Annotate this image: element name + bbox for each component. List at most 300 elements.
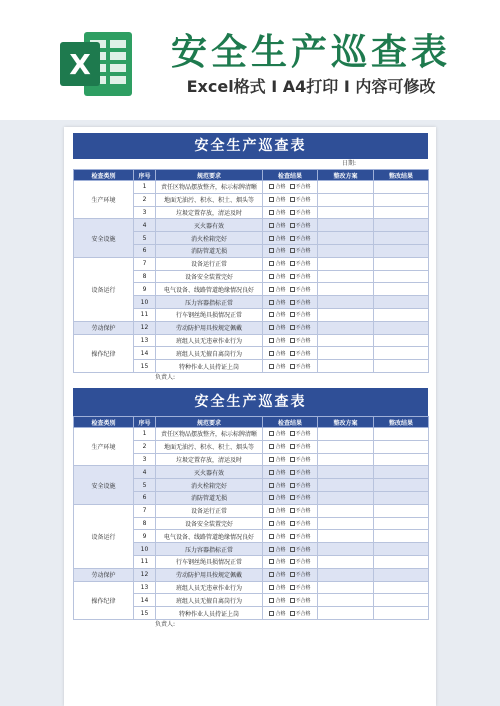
category-cell: 劳动保护 <box>74 568 134 581</box>
requirement-cell: 设备安全装置完好 <box>156 270 263 283</box>
pass-checkbox[interactable] <box>269 457 285 463</box>
item-number: 13 <box>134 334 156 347</box>
inspection-table <box>73 416 429 620</box>
item-number: 15 <box>134 360 156 373</box>
fail-checkbox[interactable] <box>290 547 311 553</box>
rectification-plan-cell[interactable] <box>318 283 374 296</box>
fail-checkbox[interactable] <box>290 351 311 357</box>
svg-text:X: X <box>69 48 91 81</box>
requirement-cell: 班组人员无擅自离岗行为 <box>156 594 263 607</box>
category-cell: 安全设施 <box>74 219 134 257</box>
inspection-sheet-1 <box>73 133 428 383</box>
checkbox-label: 合格 <box>275 469 286 476</box>
inspection-table <box>73 169 429 373</box>
rectification-result-cell[interactable] <box>374 321 429 334</box>
result-cell <box>263 479 318 492</box>
result-cell <box>263 206 318 219</box>
result-cell <box>263 257 318 270</box>
rectification-plan-cell[interactable] <box>318 334 374 347</box>
checkbox-icon <box>269 521 274 526</box>
rectification-result-cell[interactable] <box>374 360 429 373</box>
pass-checkbox[interactable] <box>269 300 285 306</box>
checkbox-label: 不合格 <box>295 197 311 204</box>
rectification-result-cell[interactable] <box>374 308 429 321</box>
result-cell <box>263 181 318 194</box>
rectification-plan-cell[interactable] <box>318 466 374 479</box>
rectification-plan-cell[interactable] <box>318 308 374 321</box>
table-row <box>74 428 429 441</box>
item-number: 15 <box>134 607 156 620</box>
fail-checkbox[interactable] <box>290 444 311 450</box>
rectification-plan-cell[interactable] <box>318 440 374 453</box>
pass-checkbox[interactable] <box>269 364 285 370</box>
table-row <box>74 568 429 581</box>
fail-checkbox[interactable] <box>290 261 311 267</box>
rectification-plan-cell[interactable] <box>318 568 374 581</box>
rectification-result-cell[interactable] <box>374 607 429 620</box>
rectification-plan-cell[interactable] <box>318 206 374 219</box>
checkbox-icon <box>290 470 295 475</box>
table-row <box>74 504 429 517</box>
table-row <box>74 257 429 270</box>
fail-checkbox[interactable] <box>290 274 311 280</box>
excel-logo-icon <box>56 28 136 100</box>
item-number: 3 <box>134 453 156 466</box>
column-header: 序号 <box>134 417 156 428</box>
date-label: 日期: <box>341 160 356 167</box>
rectification-result-cell[interactable] <box>374 504 429 517</box>
rectification-plan-cell[interactable] <box>318 296 374 309</box>
pass-checkbox[interactable] <box>269 585 285 591</box>
pass-checkbox[interactable] <box>269 210 285 216</box>
pass-checkbox[interactable] <box>269 274 285 280</box>
rectification-result-cell[interactable] <box>374 257 429 270</box>
pass-checkbox[interactable] <box>269 184 285 190</box>
checkbox-icon <box>269 444 274 449</box>
pass-checkbox[interactable] <box>269 287 285 293</box>
checkbox-icon <box>269 483 274 488</box>
fail-checkbox[interactable] <box>290 572 311 578</box>
pass-checkbox[interactable] <box>269 495 285 501</box>
rectification-result-cell[interactable] <box>374 466 429 479</box>
requirement-cell: 消火栓箱完好 <box>156 232 263 245</box>
pass-checkbox[interactable] <box>269 431 285 437</box>
pass-checkbox[interactable] <box>269 508 285 514</box>
requirement-cell: 消火栓箱完好 <box>156 479 263 492</box>
pass-checkbox[interactable] <box>269 483 285 489</box>
pass-checkbox[interactable] <box>269 547 285 553</box>
checkbox-icon <box>290 274 295 279</box>
checkbox-label: 不合格 <box>295 444 311 451</box>
rectification-result-cell[interactable] <box>374 479 429 492</box>
requirement-cell: 班组人员无违章作业行为 <box>156 581 263 594</box>
rectification-result-cell[interactable] <box>374 296 429 309</box>
fail-checkbox[interactable] <box>290 210 311 216</box>
table-row <box>74 466 429 479</box>
result-cell <box>263 360 318 373</box>
checkbox-label: 不合格 <box>295 508 311 515</box>
checkbox-label: 合格 <box>275 299 286 306</box>
item-number: 4 <box>134 466 156 479</box>
pass-checkbox[interactable] <box>269 521 285 527</box>
requirement-cell: 地面无油污、积水、积土、烟头等 <box>156 193 263 206</box>
checkbox-icon <box>269 457 274 462</box>
checkbox-icon <box>269 223 274 228</box>
checkbox-icon <box>290 534 295 539</box>
result-cell <box>263 555 318 568</box>
checkbox-label: 合格 <box>275 508 286 515</box>
checkbox-icon <box>269 261 274 266</box>
requirement-cell: 电气设备、线路管道绝缘情况良好 <box>156 283 263 296</box>
requirement-cell: 消防管道无损 <box>156 244 263 257</box>
checkbox-icon <box>269 338 274 343</box>
checkbox-label: 不合格 <box>295 337 311 344</box>
item-number: 1 <box>134 428 156 441</box>
column-header: 整改结果 <box>374 170 429 181</box>
pass-checkbox[interactable] <box>269 611 285 617</box>
checkbox-label: 合格 <box>275 222 286 229</box>
checkbox-label: 不合格 <box>295 520 311 527</box>
rectification-plan-cell[interactable] <box>318 491 374 504</box>
pass-checkbox[interactable] <box>269 261 285 267</box>
pass-checkbox[interactable] <box>269 534 285 540</box>
result-cell <box>263 347 318 360</box>
checkbox-label: 合格 <box>275 325 286 332</box>
fail-checkbox[interactable] <box>290 457 311 463</box>
signer-label: 负责人: <box>155 373 176 381</box>
item-number: 9 <box>134 530 156 543</box>
fail-checkbox[interactable] <box>290 508 311 514</box>
checkbox-icon <box>290 236 295 241</box>
checkbox-label: 合格 <box>275 572 286 579</box>
signer-label: 负责人: <box>155 620 176 628</box>
pass-checkbox[interactable] <box>269 248 285 254</box>
checkbox-icon <box>290 351 295 356</box>
item-number: 3 <box>134 206 156 219</box>
table-row <box>74 581 429 594</box>
requirement-cell: 压力容器指标正常 <box>156 296 263 309</box>
rectification-plan-cell[interactable] <box>318 479 374 492</box>
rectification-result-cell[interactable] <box>374 181 429 194</box>
checkbox-label: 不合格 <box>295 222 311 229</box>
item-number: 10 <box>134 543 156 556</box>
fail-checkbox[interactable] <box>290 521 311 527</box>
rectification-plan-cell[interactable] <box>318 347 374 360</box>
requirement-cell: 垃圾定置存放，清运及时 <box>156 206 263 219</box>
checkbox-icon <box>269 364 274 369</box>
checkbox-icon <box>290 457 295 462</box>
rectification-result-cell[interactable] <box>374 581 429 594</box>
checkbox-icon <box>290 197 295 202</box>
checkbox-icon <box>290 184 295 189</box>
fail-checkbox[interactable] <box>290 197 311 203</box>
checkbox-label: 不合格 <box>295 572 311 579</box>
rectification-plan-cell[interactable] <box>318 219 374 232</box>
checkbox-icon <box>290 287 295 292</box>
fail-checkbox[interactable] <box>290 236 311 242</box>
requirement-cell: 行车钢丝绳具损情况正常 <box>156 555 263 568</box>
item-number: 9 <box>134 283 156 296</box>
fail-checkbox[interactable] <box>290 483 311 489</box>
result-cell <box>263 440 318 453</box>
category-cell: 操作纪律 <box>74 334 134 372</box>
fail-checkbox[interactable] <box>290 338 311 344</box>
checkbox-label: 不合格 <box>295 533 311 540</box>
fail-checkbox[interactable] <box>290 223 311 229</box>
rectification-plan-cell[interactable] <box>318 232 374 245</box>
rectification-plan-cell[interactable] <box>318 555 374 568</box>
checkbox-icon <box>290 325 295 330</box>
rectification-plan-cell[interactable] <box>318 270 374 283</box>
rectification-result-cell[interactable] <box>374 440 429 453</box>
checkbox-label: 不合格 <box>295 597 311 604</box>
checkbox-label: 合格 <box>275 235 286 242</box>
rectification-plan-cell[interactable] <box>318 543 374 556</box>
result-cell <box>263 270 318 283</box>
item-number: 6 <box>134 244 156 257</box>
rectification-result-cell[interactable] <box>374 219 429 232</box>
checkbox-icon <box>269 585 274 590</box>
table-row <box>74 181 429 194</box>
requirement-cell: 班组人员无违章作业行为 <box>156 334 263 347</box>
checkbox-icon <box>269 236 274 241</box>
fail-checkbox[interactable] <box>290 364 311 370</box>
rectification-plan-cell[interactable] <box>318 360 374 373</box>
checkbox-icon <box>269 210 274 215</box>
rectification-result-cell[interactable] <box>374 347 429 360</box>
checkbox-label: 合格 <box>275 209 286 216</box>
rectification-result-cell[interactable] <box>374 244 429 257</box>
rectification-result-cell[interactable] <box>374 428 429 441</box>
table-row <box>74 334 429 347</box>
checkbox-label: 不合格 <box>295 248 311 255</box>
rectification-result-cell[interactable] <box>374 453 429 466</box>
checkbox-label: 不合格 <box>295 584 311 591</box>
checkbox-icon <box>290 521 295 526</box>
result-cell <box>263 504 318 517</box>
checkbox-label: 不合格 <box>295 312 311 319</box>
pass-checkbox[interactable] <box>269 325 285 331</box>
fail-checkbox[interactable] <box>290 300 311 306</box>
checkbox-label: 合格 <box>275 312 286 319</box>
rectification-plan-cell[interactable] <box>318 244 374 257</box>
rectification-result-cell[interactable] <box>374 491 429 504</box>
checkbox-icon <box>290 585 295 590</box>
checkbox-label: 不合格 <box>295 273 311 280</box>
category-cell: 生产环境 <box>74 428 134 466</box>
rectification-plan-cell[interactable] <box>318 530 374 543</box>
checkbox-label: 合格 <box>275 482 286 489</box>
rectification-plan-cell[interactable] <box>318 193 374 206</box>
pass-checkbox[interactable] <box>269 312 285 318</box>
requirement-cell: 地面无油污、积水、积土、烟头等 <box>156 440 263 453</box>
requirement-cell: 特种作业人员持证上岗 <box>156 607 263 620</box>
checkbox-icon <box>290 483 295 488</box>
column-header: 整改方案 <box>318 417 374 428</box>
item-number: 11 <box>134 555 156 568</box>
rectification-result-cell[interactable] <box>374 283 429 296</box>
rectification-plan-cell[interactable] <box>318 321 374 334</box>
pass-checkbox[interactable] <box>269 351 285 357</box>
checkbox-icon <box>269 312 274 317</box>
result-cell <box>263 491 318 504</box>
requirement-cell: 劳动防护用具按规定佩戴 <box>156 568 263 581</box>
fail-checkbox[interactable] <box>290 431 311 437</box>
result-cell <box>263 308 318 321</box>
fail-checkbox[interactable] <box>290 559 311 565</box>
result-cell <box>263 296 318 309</box>
checkbox-icon <box>269 287 274 292</box>
item-number: 14 <box>134 347 156 360</box>
rectification-result-cell[interactable] <box>374 232 429 245</box>
fail-checkbox[interactable] <box>290 184 311 190</box>
rectification-plan-cell[interactable] <box>318 428 374 441</box>
pass-checkbox[interactable] <box>269 338 285 344</box>
rectification-result-cell[interactable] <box>374 206 429 219</box>
checkbox-icon <box>269 534 274 539</box>
rectification-result-cell[interactable] <box>374 530 429 543</box>
result-cell <box>263 594 318 607</box>
rectification-result-cell[interactable] <box>374 543 429 556</box>
category-cell: 设备运行 <box>74 257 134 321</box>
checkbox-icon <box>290 547 295 552</box>
fail-checkbox[interactable] <box>290 325 311 331</box>
fail-checkbox[interactable] <box>290 287 311 293</box>
sheet-title: 安全生产巡查表 <box>73 133 428 159</box>
result-cell <box>263 219 318 232</box>
rectification-plan-cell[interactable] <box>318 594 374 607</box>
checkbox-label: 不合格 <box>295 286 311 293</box>
pass-checkbox[interactable] <box>269 598 285 604</box>
checkbox-label: 合格 <box>275 597 286 604</box>
checkbox-label: 合格 <box>275 520 286 527</box>
column-header: 检查类别 <box>74 417 134 428</box>
item-number: 6 <box>134 491 156 504</box>
checkbox-icon <box>290 300 295 305</box>
rectification-plan-cell[interactable] <box>318 581 374 594</box>
item-number: 13 <box>134 581 156 594</box>
checkbox-label: 不合格 <box>295 610 311 617</box>
fail-checkbox[interactable] <box>290 312 311 318</box>
result-cell <box>263 581 318 594</box>
rectification-result-cell[interactable] <box>374 594 429 607</box>
fail-checkbox[interactable] <box>290 598 311 604</box>
result-cell <box>263 321 318 334</box>
rectification-plan-cell[interactable] <box>318 517 374 530</box>
rectification-plan-cell[interactable] <box>318 257 374 270</box>
rectification-result-cell[interactable] <box>374 555 429 568</box>
pass-checkbox[interactable] <box>269 223 285 229</box>
pass-checkbox[interactable] <box>269 470 285 476</box>
result-cell <box>263 232 318 245</box>
checkbox-label: 合格 <box>275 350 286 357</box>
checkbox-icon <box>290 261 295 266</box>
column-header: 规范要求 <box>156 170 263 181</box>
checkbox-label: 不合格 <box>295 363 311 370</box>
checkbox-icon <box>269 248 274 253</box>
rectification-plan-cell[interactable] <box>318 504 374 517</box>
column-header: 规范要求 <box>156 417 263 428</box>
requirement-cell: 压力容器指标正常 <box>156 543 263 556</box>
fail-checkbox[interactable] <box>290 611 311 617</box>
rectification-plan-cell[interactable] <box>318 453 374 466</box>
table-row <box>74 321 429 334</box>
checkbox-icon <box>290 611 295 616</box>
fail-checkbox[interactable] <box>290 248 311 254</box>
checkbox-label: 合格 <box>275 444 286 451</box>
requirement-cell: 灭火器有效 <box>156 466 263 479</box>
result-cell <box>263 543 318 556</box>
checkbox-label: 合格 <box>275 495 286 502</box>
item-number: 7 <box>134 504 156 517</box>
banner-title: 安全生产巡查表 <box>170 32 451 73</box>
fail-checkbox[interactable] <box>290 495 311 501</box>
pass-checkbox[interactable] <box>269 444 285 450</box>
requirement-cell: 电气设备、线路管道绝缘情况良好 <box>156 530 263 543</box>
checkbox-label: 合格 <box>275 248 286 255</box>
result-cell <box>263 530 318 543</box>
checkbox-icon <box>290 364 295 369</box>
checkbox-label: 合格 <box>275 559 286 566</box>
item-number: 2 <box>134 193 156 206</box>
rectification-plan-cell[interactable] <box>318 607 374 620</box>
item-number: 14 <box>134 594 156 607</box>
checkbox-label: 合格 <box>275 286 286 293</box>
checkbox-label: 不合格 <box>295 546 311 553</box>
checkbox-icon <box>290 431 295 436</box>
requirement-cell: 设备运行正常 <box>156 257 263 270</box>
checkbox-icon <box>269 572 274 577</box>
item-number: 8 <box>134 270 156 283</box>
rectification-plan-cell[interactable] <box>318 181 374 194</box>
pass-checkbox[interactable] <box>269 236 285 242</box>
column-header: 检查类别 <box>74 170 134 181</box>
rectification-result-cell[interactable] <box>374 517 429 530</box>
checkbox-label: 不合格 <box>295 261 311 268</box>
pass-checkbox[interactable] <box>269 572 285 578</box>
rectification-result-cell[interactable] <box>374 334 429 347</box>
rectification-result-cell[interactable] <box>374 568 429 581</box>
column-header: 整改结果 <box>374 417 429 428</box>
requirement-cell: 消防管道无损 <box>156 491 263 504</box>
item-number: 5 <box>134 479 156 492</box>
requirement-cell: 责任区物品摆放整齐，标示标牌清晰 <box>156 428 263 441</box>
fail-checkbox[interactable] <box>290 534 311 540</box>
checkbox-icon <box>269 598 274 603</box>
sheet-title: 安全生产巡查表 <box>73 388 428 416</box>
pass-checkbox[interactable] <box>269 559 285 565</box>
item-number: 12 <box>134 321 156 334</box>
checkbox-label: 不合格 <box>295 482 311 489</box>
requirement-cell: 责任区物品摆放整齐，标示标牌清晰 <box>156 181 263 194</box>
category-cell: 劳动保护 <box>74 321 134 334</box>
checkbox-label: 不合格 <box>295 299 311 306</box>
pass-checkbox[interactable] <box>269 197 285 203</box>
banner-subtitle: Excel格式 I A4打印 I 内容可修改 <box>186 77 436 96</box>
item-number: 4 <box>134 219 156 232</box>
requirement-cell: 特种作业人员持证上岗 <box>156 360 263 373</box>
fail-checkbox[interactable] <box>290 470 311 476</box>
result-cell <box>263 283 318 296</box>
rectification-result-cell[interactable] <box>374 193 429 206</box>
result-cell <box>263 193 318 206</box>
rectification-result-cell[interactable] <box>374 270 429 283</box>
checkbox-label: 不合格 <box>295 559 311 566</box>
requirement-cell: 灭火器有效 <box>156 219 263 232</box>
checkbox-label: 合格 <box>275 533 286 540</box>
fail-checkbox[interactable] <box>290 585 311 591</box>
checkbox-label: 合格 <box>275 273 286 280</box>
